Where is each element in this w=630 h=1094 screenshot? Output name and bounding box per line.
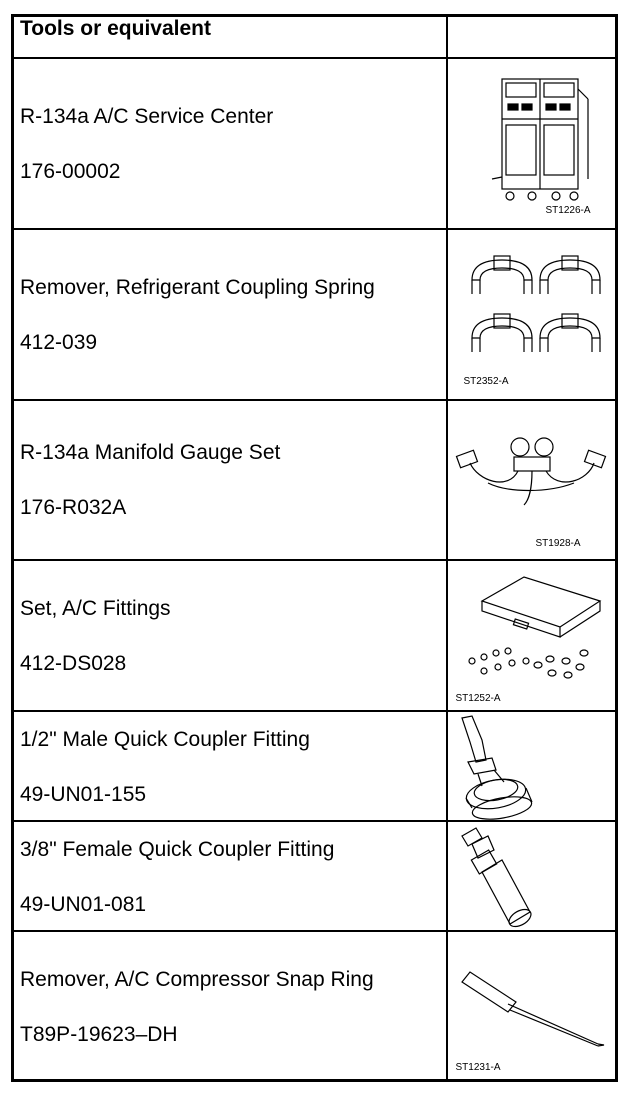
tool-number: T89P-19623–DH bbox=[20, 1023, 178, 1046]
table-row bbox=[13, 229, 617, 400]
tool-description-cell bbox=[13, 931, 447, 1080]
table-row bbox=[13, 711, 617, 821]
fittings-set-illustration bbox=[448, 561, 618, 712]
table-row bbox=[13, 58, 617, 229]
manifold-gauge-set-illustration bbox=[448, 401, 618, 561]
tool-name: R-134a A/C Service Center bbox=[20, 105, 274, 128]
tool-image-cell bbox=[447, 560, 617, 711]
tool-number: 49-UN01-155 bbox=[20, 783, 147, 806]
tool-name: 1/2" Male Quick Coupler Fitting bbox=[20, 728, 310, 751]
header-empty-cell bbox=[447, 16, 617, 59]
tool-description-cell bbox=[13, 400, 447, 560]
table-row bbox=[13, 400, 617, 560]
image-code: ST1231-A bbox=[455, 1062, 501, 1073]
snap-ring-remover-illustration bbox=[448, 932, 618, 1081]
image-code: ST2352-A bbox=[463, 376, 509, 387]
tool-name: 3/8" Female Quick Coupler Fitting bbox=[20, 838, 335, 861]
tool-description-cell bbox=[13, 229, 447, 400]
tool-image-cell bbox=[447, 711, 617, 821]
table-header-row bbox=[13, 16, 617, 59]
tool-image-cell bbox=[447, 821, 617, 931]
tool-image-cell bbox=[447, 229, 617, 400]
service-center-illustration bbox=[448, 59, 618, 230]
tool-number: 176-00002 bbox=[20, 160, 121, 183]
tool-description-cell bbox=[13, 711, 447, 821]
tool-name: R-134a Manifold Gauge Set bbox=[20, 441, 281, 464]
tools-table bbox=[11, 14, 618, 1082]
tool-image-cell bbox=[447, 400, 617, 560]
table-row bbox=[13, 821, 617, 931]
female-coupler-illustration bbox=[448, 822, 618, 932]
tool-name: Remover, A/C Compressor Snap Ring bbox=[20, 968, 374, 991]
tool-image-cell bbox=[447, 58, 617, 229]
male-coupler-illustration bbox=[448, 712, 618, 822]
tool-number: 412-DS028 bbox=[20, 652, 127, 675]
tool-name: Remover, Refrigerant Coupling Spring bbox=[20, 276, 375, 299]
tool-number: 49-UN01-081 bbox=[20, 893, 147, 916]
tool-number: 412-039 bbox=[20, 331, 98, 354]
tool-name: Set, A/C Fittings bbox=[20, 597, 171, 620]
tool-description-cell bbox=[13, 821, 447, 931]
tool-description-cell bbox=[13, 58, 447, 229]
image-code: ST1226-A bbox=[545, 205, 591, 216]
image-code: ST1252-A bbox=[455, 693, 501, 704]
image-code: ST1928-A bbox=[535, 538, 581, 549]
tool-image-cell bbox=[447, 931, 617, 1080]
table-row bbox=[13, 931, 617, 1080]
tool-number: 176-R032A bbox=[20, 496, 127, 519]
tool-description-cell bbox=[13, 560, 447, 711]
header-tools-label: Tools or equivalent bbox=[13, 16, 447, 59]
table-row bbox=[13, 560, 617, 711]
